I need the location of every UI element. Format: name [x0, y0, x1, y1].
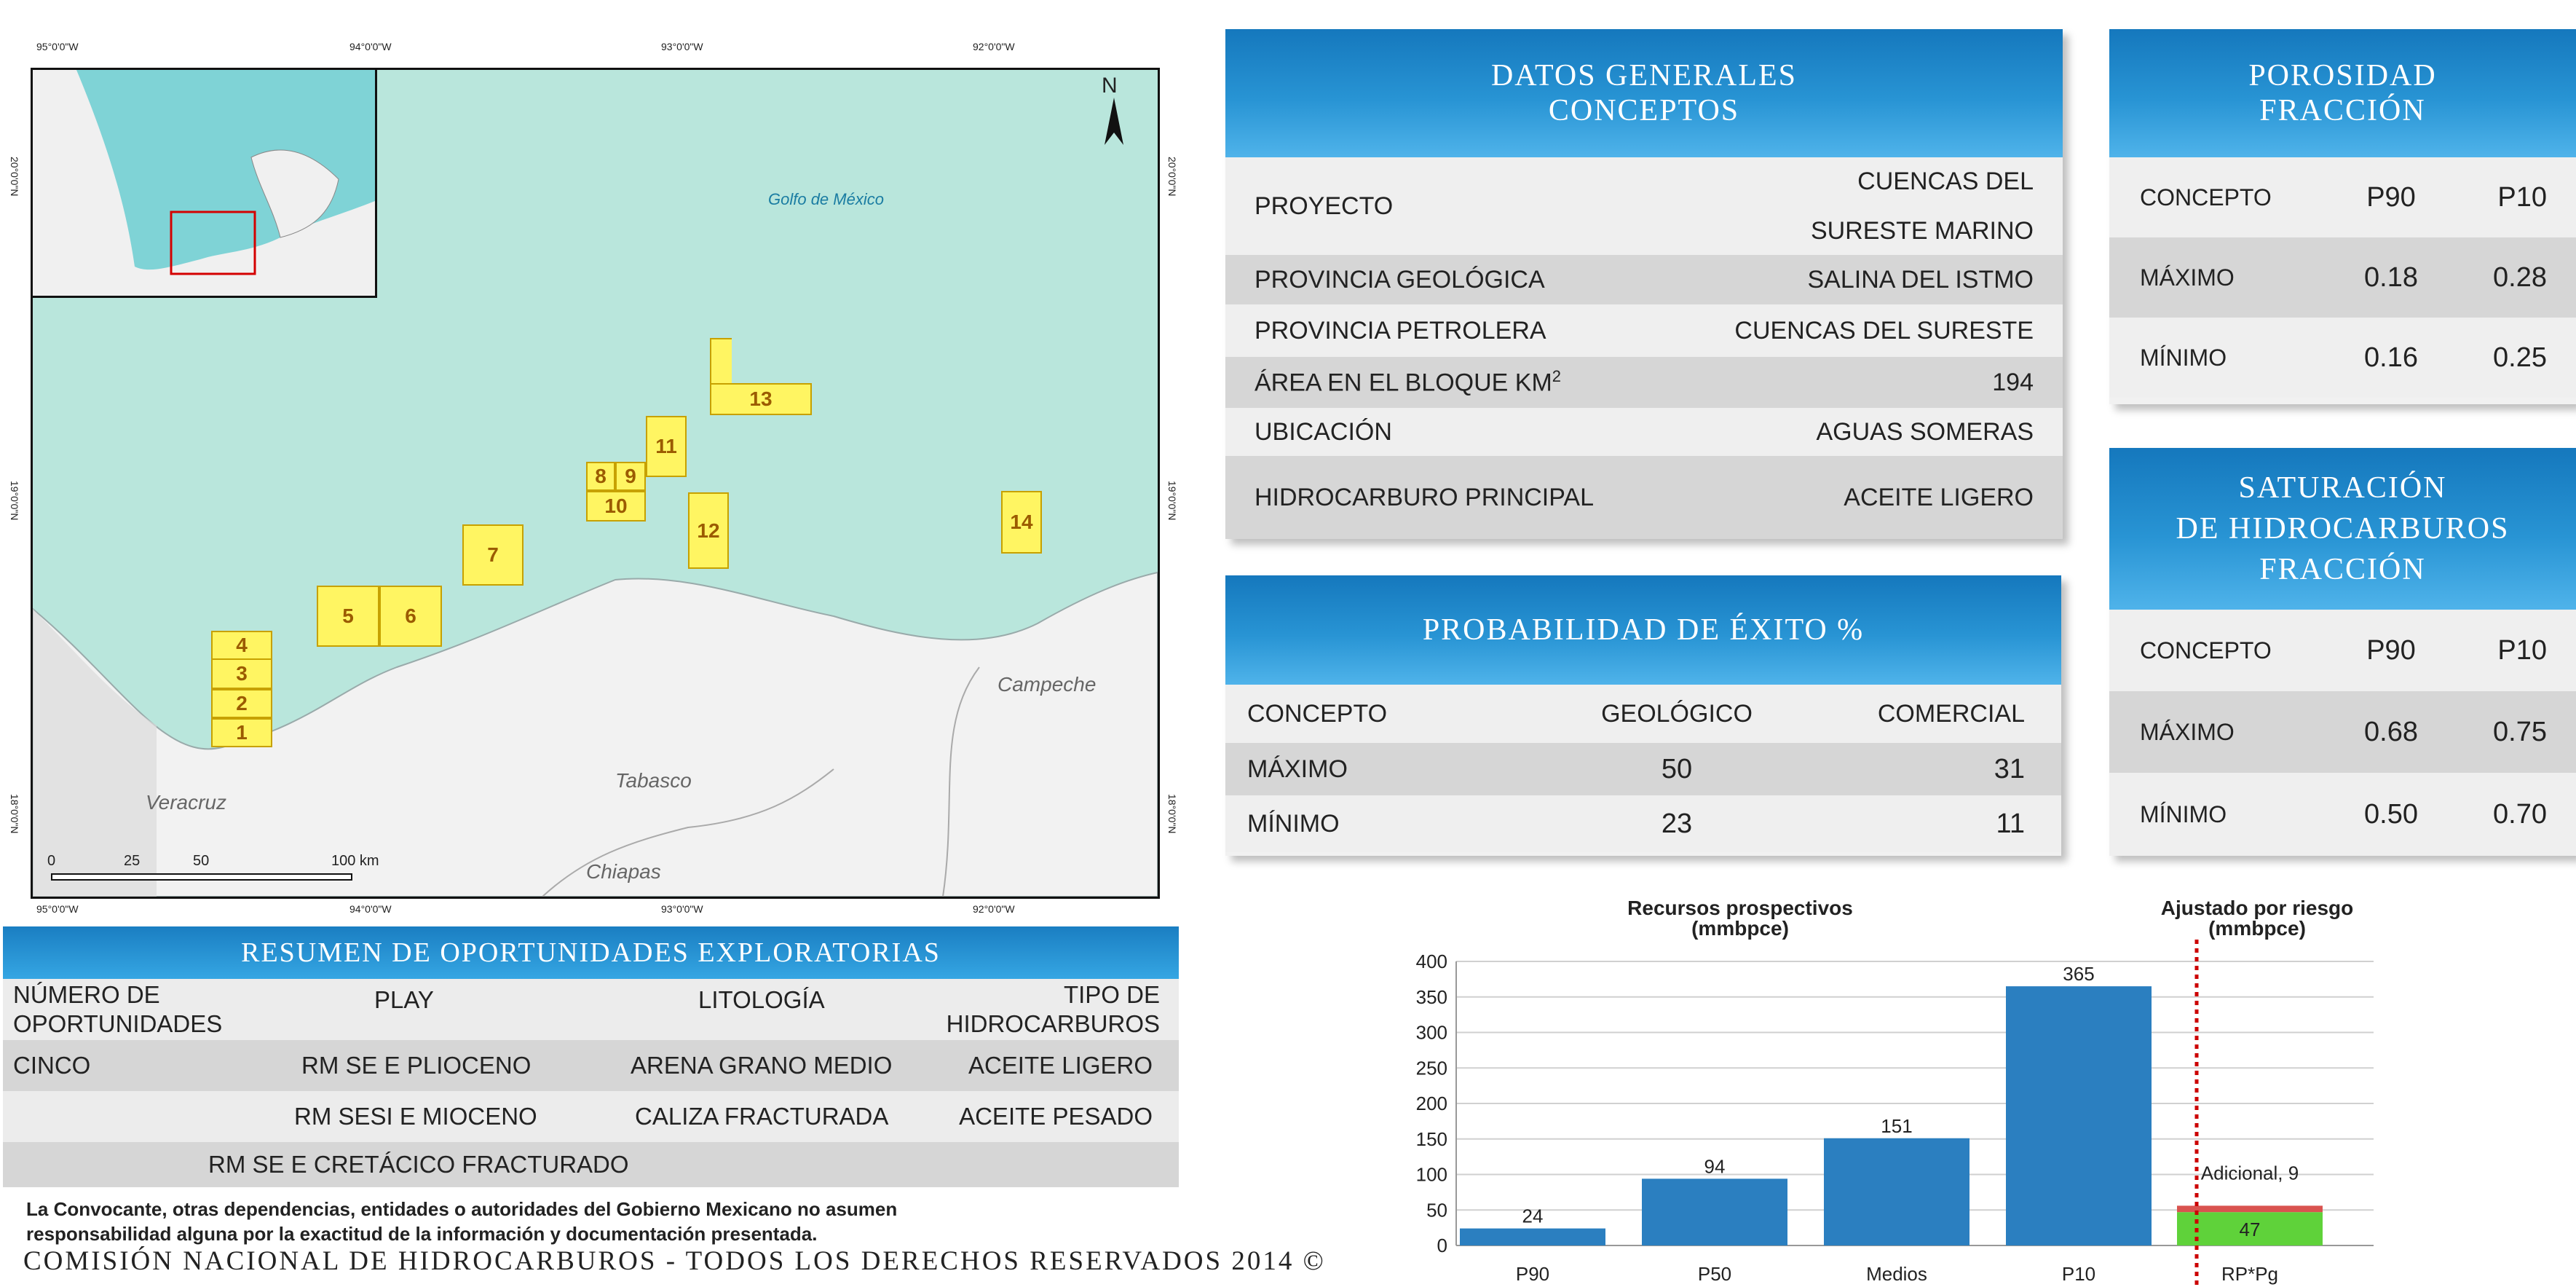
resumen-r1-litologia: ARENA GRANO MEDIO — [631, 1052, 893, 1079]
saturacion-header-row — [2109, 610, 2576, 691]
y-tick-2: 100 — [1415, 1163, 1447, 1186]
resumen-r1-play: RM SE E PLIOCENO — [301, 1052, 532, 1079]
resumen-h-tipo-2: HIDROCARBUROS — [946, 1010, 1160, 1037]
prob-minimo-geologico: 23 — [1661, 808, 1693, 839]
datos-row-provincia-geologica — [1225, 255, 2063, 304]
saturacion-title-2: DE HIDROCARBUROS — [2176, 512, 2510, 546]
disclaimer-line-2: responsabilidad alguna por la exactitud de la información y documentación presentada. — [26, 1223, 818, 1245]
bar-p10 — [2006, 986, 2152, 1245]
resumen-row-3 — [3, 1142, 1179, 1187]
map-coord-bottom-3: 93°0'0"W — [661, 903, 703, 915]
datos-value-provincia-geologica: SALINA DEL ISTMO — [1807, 265, 2034, 294]
datos-value-provincia-petrolera: CUENCAS DEL SURESTE — [1734, 316, 2034, 345]
map-label-tabasco: Tabasco — [615, 769, 692, 792]
x-tick-4: RP*Pg — [2221, 1263, 2279, 1285]
resumen-header: RESUMEN DE OPORTUNIDADES EXPLORATORIAS — [3, 926, 1179, 979]
block-3[interactable]: 3 — [211, 658, 272, 689]
datos-value-area: 194 — [1992, 368, 2034, 396]
x-tick-2: Medios — [1866, 1263, 1927, 1285]
map-coord-bottom-1: 95°0'0"W — [36, 903, 79, 915]
datos-row-hidrocarburo — [1225, 456, 2063, 539]
resumen-r1-numero: CINCO — [13, 1052, 91, 1079]
porosidad-title-1: POROSIDAD — [2248, 59, 2437, 93]
probabilidad-header — [1225, 575, 2061, 685]
map-coord-top-4: 92°0'0"W — [973, 41, 1015, 52]
resumen-row-1 — [3, 1040, 1179, 1091]
sat-h-concepto: CONCEPTO — [2140, 637, 2272, 664]
bar-label-1: 94 — [1704, 1155, 1726, 1178]
probabilidad-title: PROBABILIDAD DE ÉXITO % — [1422, 613, 1865, 647]
inset-map-shapes — [33, 70, 375, 296]
y-tick-8: 400 — [1415, 951, 1447, 972]
saturacion-row-maximo — [2109, 691, 2576, 773]
north-arrow-icon — [1103, 98, 1125, 149]
x-tick-0: P90 — [1515, 1263, 1550, 1285]
datos-label-area — [1225, 367, 1992, 397]
saturacion-panel — [2109, 448, 2576, 856]
prob-maximo-geologico: 50 — [1661, 753, 1693, 784]
datos-generales-title-2: CONCEPTOS — [1548, 94, 1740, 127]
resumen-h-litologia: LITOLOGÍA — [698, 986, 825, 1013]
x-tick-1: P50 — [1697, 1263, 1732, 1285]
block-11[interactable]: 11 — [646, 416, 687, 477]
scale-0: 0 — [47, 853, 56, 869]
prob-minimo-comercial: 11 — [1996, 808, 2025, 839]
bar-label-0: 24 — [1522, 1205, 1544, 1227]
block-9[interactable]: 9 — [615, 462, 646, 491]
disclaimer — [26, 1197, 897, 1246]
map-coord-bottom-4: 92°0'0"W — [973, 903, 1015, 915]
probabilidad-row-minimo — [1225, 795, 2061, 852]
x-tick-3: P10 — [2061, 1263, 2096, 1285]
poro-minimo-label: MÍNIMO — [2140, 344, 2227, 371]
block-2[interactable]: 2 — [211, 689, 272, 718]
datos-label-ubicacion: UBICACIÓN — [1255, 417, 1392, 446]
porosidad-title-2: FRACCIÓN — [2259, 94, 2426, 127]
scale-50: 50 — [193, 853, 210, 869]
y-tick-6: 300 — [1415, 1021, 1447, 1044]
map-coord-left-3: 18°0'0"N — [9, 794, 20, 834]
datos-row-provincia-petrolera — [1225, 304, 2063, 357]
scale-100: 100 km — [331, 853, 379, 869]
map-coord-left-2: 19°0'0"N — [9, 481, 20, 521]
porosidad-header — [2109, 29, 2576, 157]
datos-row-proyecto — [1225, 157, 2063, 255]
resumen-r2-play: RM SESI E MIOCENO — [294, 1103, 537, 1130]
poro-h-concepto: CONCEPTO — [2140, 184, 2272, 210]
chart-title-right-1: Ajustado por riesgo — [2160, 897, 2354, 919]
resumen-header-row — [3, 979, 1179, 1040]
block-12[interactable]: 12 — [688, 492, 729, 569]
map-label-chiapas: Chiapas — [586, 860, 661, 883]
poro-minimo-p90: 0.16 — [2364, 342, 2418, 373]
poro-maximo-label: MÁXIMO — [2140, 264, 2235, 291]
resumen-h-numero-2: OPORTUNIDADES — [13, 1010, 223, 1037]
saturacion-row-minimo — [2109, 773, 2576, 856]
porosidad-panel — [2109, 29, 2576, 404]
y-tick-0: 0 — [1437, 1235, 1447, 1256]
resumen-r2-litologia: CALIZA FRACTURADA — [635, 1103, 889, 1130]
datos-value-ubicacion: AGUAS SOMERAS — [1816, 417, 2034, 446]
scale-bar — [47, 853, 390, 882]
stacked-label-adicional: Adicional, 9 — [2200, 1162, 2299, 1184]
chart-title-right — [2133, 898, 2381, 939]
chart-title-left-1: Recursos prospectivos — [1627, 897, 1853, 919]
datos-label-hidrocarburo: HIDROCARBURO PRINCIPAL — [1255, 483, 1594, 511]
datos-label-area-text: ÁREA EN EL BLOQUE KM — [1255, 369, 1552, 397]
datos-label-area-sup: 2 — [1552, 367, 1562, 386]
sat-h-p10: P10 — [2497, 634, 2547, 666]
saturacion-title-1: SATURACIÓN — [2238, 471, 2447, 505]
chart-title-left — [1595, 898, 1886, 939]
y-tick-3: 150 — [1415, 1127, 1447, 1150]
resumen-h-play: PLAY — [374, 986, 434, 1013]
map-coord-top-2: 94°0'0"W — [349, 41, 392, 52]
chart-title-left-2: (mmbpce) — [1691, 917, 1789, 940]
datos-generales-title-1: DATOS GENERALES — [1490, 59, 1798, 93]
poro-h-p10: P10 — [2497, 181, 2547, 213]
block-1[interactable]: 1 — [211, 718, 272, 747]
inset-map — [33, 70, 377, 298]
porosidad-row-maximo — [2109, 237, 2576, 318]
block-8[interactable]: 8 — [586, 462, 615, 491]
datos-label-provincia-petrolera: PROVINCIA PETROLERA — [1255, 316, 1546, 345]
map-coord-bottom-2: 94°0'0"W — [349, 903, 392, 915]
probabilidad-panel — [1225, 575, 2061, 856]
location-map — [31, 68, 1160, 899]
map-label-campeche: Campeche — [997, 673, 1097, 696]
poro-maximo-p90: 0.18 — [2364, 261, 2418, 293]
map-coord-right-3: 18°0'0"N — [1166, 794, 1178, 834]
prob-h-geologico: GEOLÓGICO — [1601, 699, 1753, 728]
map-coord-left-1: 20°0'0"N — [9, 157, 20, 197]
bar-medios — [1824, 1138, 1969, 1245]
chart-title-right-2: (mmbpce) — [2208, 917, 2306, 940]
poro-h-p90: P90 — [2366, 181, 2416, 213]
block-14[interactable]: 14 — [1001, 491, 1042, 554]
map-label-gulf: Golfo de México — [768, 190, 884, 208]
map-coord-top-3: 93°0'0"W — [661, 41, 703, 52]
bar-p50 — [1642, 1178, 1787, 1245]
block-13[interactable]: 13 — [710, 383, 812, 415]
bar-label-3: 365 — [2063, 963, 2095, 985]
bar-label-2: 151 — [1881, 1114, 1913, 1137]
sat-maximo-p90: 0.68 — [2364, 716, 2418, 747]
poro-minimo-p10: 0.25 — [2493, 342, 2547, 373]
stacked-segment-1 — [2177, 1205, 2323, 1212]
resumen-h-tipo-1: TIPO DE — [1063, 981, 1160, 1008]
footer-copyright: COMISIÓN NACIONAL DE HIDROCARBUROS - TODOS LOS DERECHOS RESERVADOS 2014 © — [23, 1246, 1326, 1276]
porosidad-row-minimo — [2109, 318, 2576, 398]
resumen-r3-play: RM SE E CRETÁCICO FRACTURADO — [208, 1151, 629, 1178]
saturacion-title-3: FRACCIÓN — [2259, 553, 2426, 586]
stacked-label-main: 47 — [2239, 1219, 2261, 1241]
y-tick-5: 250 — [1415, 1057, 1447, 1079]
sat-maximo-p10: 0.75 — [2493, 716, 2547, 747]
y-tick-7: 350 — [1415, 985, 1447, 1008]
sat-minimo-p10: 0.70 — [2493, 798, 2547, 830]
map-coord-right-2: 19°0'0"N — [1166, 481, 1178, 521]
block-4[interactable]: 4 — [211, 631, 272, 660]
block-7[interactable]: 7 — [462, 524, 524, 586]
datos-label-proyecto: PROYECTO — [1255, 192, 1394, 220]
resumen-h-numero-1: NÚMERO DE — [13, 981, 160, 1008]
resumen-r1-tipo: ACEITE LIGERO — [968, 1052, 1153, 1079]
datos-generales-header — [1225, 29, 2063, 157]
north-label: N — [1102, 74, 1118, 98]
block-10[interactable]: 10 — [586, 491, 646, 522]
probabilidad-row-maximo — [1225, 743, 2061, 795]
prob-h-concepto: CONCEPTO — [1247, 699, 1388, 728]
resumen-h-tipo — [947, 980, 1160, 1039]
poro-maximo-p10: 0.28 — [2493, 261, 2547, 293]
probabilidad-header-row — [1225, 685, 2061, 743]
sat-minimo-label: MÍNIMO — [2140, 800, 2227, 827]
resumen-h-numero — [13, 980, 222, 1039]
y-tick-4: 200 — [1415, 1093, 1447, 1114]
map-coord-right-1: 20°0'0"N — [1166, 157, 1178, 197]
block-6[interactable]: 6 — [379, 586, 442, 647]
resumen-r2-tipo: ACEITE PESADO — [959, 1103, 1153, 1130]
datos-value-hidrocarburo: ACEITE LIGERO — [1844, 483, 2034, 511]
sat-minimo-p90: 0.50 — [2364, 798, 2418, 830]
datos-row-area — [1225, 357, 2063, 408]
sat-h-p90: P90 — [2366, 634, 2416, 666]
bar-p90 — [1460, 1229, 1605, 1245]
scale-25: 25 — [124, 853, 141, 869]
prob-maximo-comercial: 31 — [1994, 753, 2025, 784]
prob-h-comercial: COMERCIAL — [1877, 699, 2025, 728]
sat-maximo-label: MÁXIMO — [2140, 718, 2235, 745]
prob-minimo-label: MÍNIMO — [1247, 809, 1340, 838]
datos-label-provincia-geologica: PROVINCIA GEOLÓGICA — [1255, 265, 1545, 294]
map-label-veracruz: Veracruz — [146, 791, 227, 814]
resumen-row-2 — [3, 1091, 1179, 1142]
datos-row-ubicacion — [1225, 408, 2063, 456]
saturacion-header — [2109, 448, 2576, 610]
map-coord-top-1: 95°0'0"W — [36, 41, 79, 52]
disclaimer-line-1: La Convocante, otras dependencias, entidades o autoridades del Gobierno Mexicano no asumen — [26, 1198, 898, 1220]
block-5[interactable]: 5 — [317, 586, 379, 647]
datos-value-proyecto — [1811, 157, 2063, 256]
prob-maximo-label: MÁXIMO — [1247, 755, 1348, 783]
y-tick-1: 50 — [1426, 1199, 1447, 1221]
resources-bar-chart — [1405, 940, 2395, 1287]
porosidad-header-row — [2109, 157, 2576, 237]
datos-value-proyecto-1: CUENCAS DEL — [1857, 168, 2034, 195]
datos-value-proyecto-2: SURESTE MARINO — [1810, 217, 2034, 245]
datos-generales-panel — [1225, 29, 2063, 539]
